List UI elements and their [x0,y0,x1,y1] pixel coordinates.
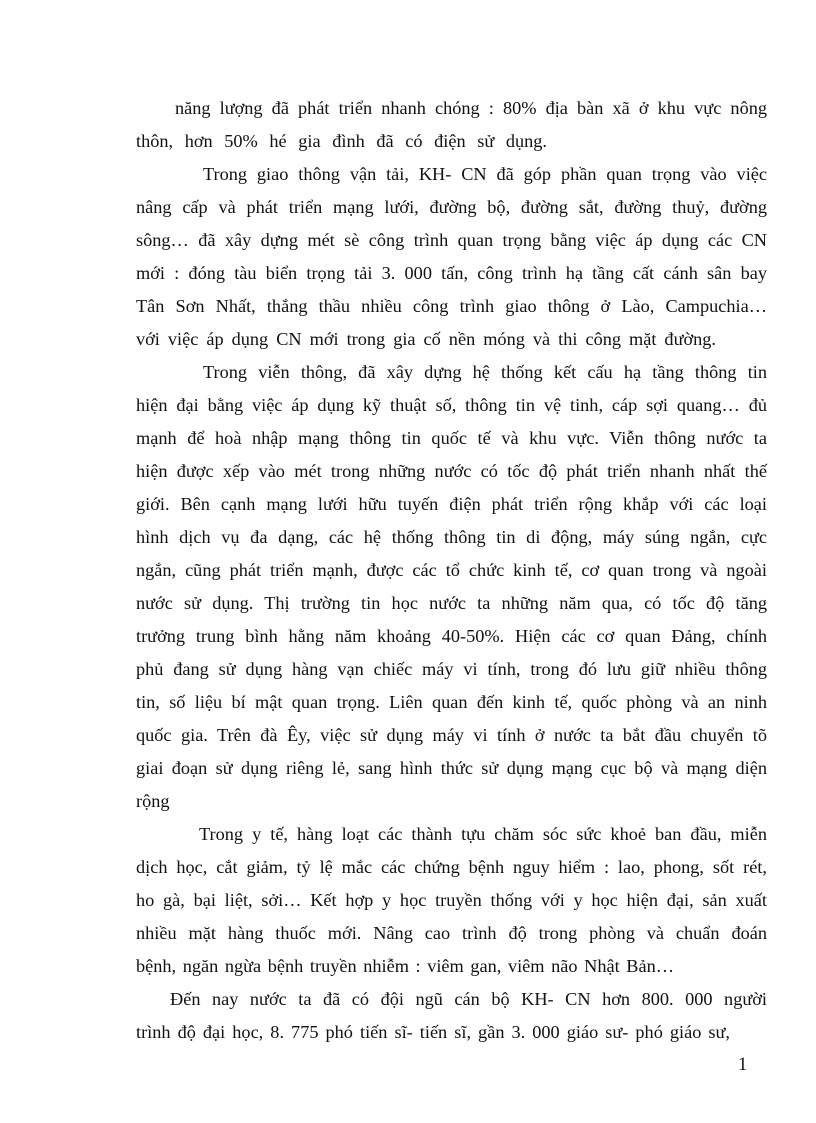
text-line: trình độ đại học, 8. 775 phó tiến sĩ- tiến sĩ, gần 3. 000 giáo sư- phó giáo sư, [136,1022,730,1042]
page-number: 1 [738,1055,748,1075]
text-line: nhiều mặt hàng thuốc mới. Nâng cao trình độ trong phòng và chuẩn đoán [136,923,767,943]
text-line: Trong giao thông vận tải, KH- CN đã góp phần quan trọng vào việc [203,164,767,184]
text-line: dịch học, cắt giảm, tỷ lệ mắc các chứng bệnh nguy hiểm : lao, phong, sốt rét, [136,857,767,877]
text-line: Trong y tế, hàng loạt các thành tựu chăm sóc sức khoẻ ban đầu, miễn [199,824,767,844]
text-line: nước sử dụng. Thị trường tin học nước ta những năm qua, có tốc độ tăng [136,593,767,613]
text-line: phủ đang sử dụng hàng vạn chiếc máy vi tính, trong đó lưu giữ nhiều thông [136,659,767,679]
text-line: thôn, hơn 50% hé gia đình đã có điện sử dụng. [136,131,547,151]
text-line: với việc áp dụng CN mới trong gia cố nền móng và thi công mặt đường. [136,329,716,349]
text-line: ho gà, bại liệt, sởi… Kết hợp y học truyền thống với y học hiện đại, sản xuất [136,890,767,910]
text-line: hiện được xếp vào mét trong những nước có tốc độ phát triển nhanh nhất thế [136,461,767,481]
text-line: ngắn, cũng phát triển mạnh, được các tổ chức kinh tế, cơ quan trong và ngoài [136,560,767,580]
text-line: rộng [136,791,170,811]
text-line: quốc gia. Trên đà Êy, việc sử dụng máy vi tính ở nước ta bắt đầu chuyển tõ [136,725,767,745]
text-line: mạnh để hoà nhập mạng thông tin quốc tế và khu vực. Viễn thông nước ta [136,428,767,448]
text-line: bệnh, ngăn ngừa bệnh truyền nhiễm : viêm gan, viêm não Nhật Bản… [136,956,674,976]
text-line: Tân Sơn Nhất, thắng thầu nhiều công trình giao thông ở Lào, Campuchia… [136,296,767,316]
text-line: hiện đại bằng việc áp dụng kỹ thuật số, thông tin vệ tinh, cáp sợi quang… đủ [136,395,767,415]
text-line: giới. Bên cạnh mạng lưới hữu tuyến điện phát triển rộng khắp với các loại [136,494,767,514]
text-line: nâng cấp và phát triển mạng lưới, đường bộ, đường sắt, đường thuỷ, đường [136,197,767,217]
text-line: Đến nay nước ta đã có đội ngũ cán bộ KH- CN hơn 800. 000 người [170,989,767,1009]
text-line: tin, số liệu bí mật quan trọng. Liên quan đến kinh tế, quốc phòng và an ninh [136,692,767,712]
text-line: sông… đã xây dựng mét sè công trình quan trọng bằng việc áp dụng các CN [136,230,767,250]
text-line: hình dịch vụ đa dạng, các hệ thống thông tin di động, máy súng ngắn, cực [136,527,767,547]
text-line: giai đoạn sử dụng riêng lẻ, sang hình thức sử dụng mạng cục bộ và mạng diện [136,758,767,778]
text-line: Trong viễn thông, đã xây dựng hệ thống kết cấu hạ tầng thông tin [203,362,767,382]
text-line: năng lượng đã phát triển nhanh chóng : 80% địa bàn xã ở khu vực nông [175,98,767,118]
text-line: mới : đóng tàu biển trọng tải 3. 000 tấn, công trình hạ tầng cất cánh sân bay [136,263,767,283]
text-line: trưởng trung bình hằng năm khoảng 40-50%. Hiện các cơ quan Đảng, chính [136,626,767,646]
